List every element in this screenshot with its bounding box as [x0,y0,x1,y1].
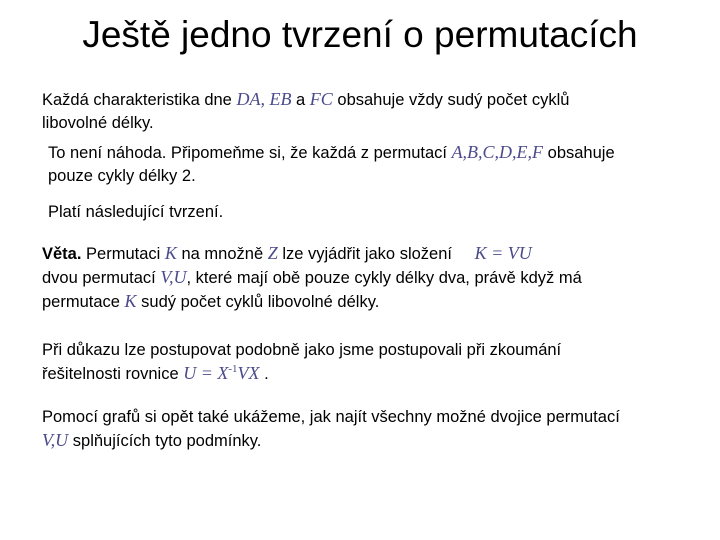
math-expression: DA, EB [236,89,292,109]
text: , které mají obě pouze cykly délky dva, právě když má [186,269,582,287]
math-expression: A,B,C,D,E,F [451,142,544,162]
paragraph-line [48,141,615,165]
text: dvou permutací [42,269,161,287]
superscript: -1 [228,363,238,375]
math-expression: K [164,243,177,263]
math-expression: FC [309,89,333,109]
paragraph-line [42,88,569,112]
text: permutace [42,293,125,311]
math-part: VX [237,363,260,383]
paragraph-line [42,290,582,314]
text: obsahuje vždy sudý počet cyklů [332,91,570,109]
paragraph-line [42,362,561,386]
text: a [291,91,310,109]
paragraph-line [42,429,620,453]
text: sudý počet cyklů libovolné délky. [136,293,380,311]
paragraph-theorem [42,242,582,314]
math-expression: K [124,291,137,311]
paragraph-line [42,242,582,266]
math-expression: V,U [42,430,69,450]
slide-title: Ještě jedno tvrzení o permutacích [82,14,638,55]
paragraph-following-statement [48,201,223,224]
math-part: U = X [183,363,229,383]
text: splňujících tyto podmínky. [68,432,262,450]
text: řešitelnosti rovnice [42,365,184,383]
paragraph-line: Při důkazu lze postupovat podobně jako jsme postupovali při zkoumání [42,341,562,359]
text: obsahuje [543,144,615,162]
math-expression: K = VU [474,243,532,263]
math-expression [183,363,259,383]
text: Každá charakteristika dne [42,91,237,109]
theorem-label: Věta. [42,245,82,263]
text: . [259,365,269,383]
math-expression: Z [267,243,278,263]
text: To není náhoda. Připomeňme si, že každá z permutací [48,144,452,162]
paragraph-line: pouze cykly délky 2. [48,167,196,185]
paragraph-graphs [42,406,620,453]
paragraph-line: Pomocí grafů si opět také ukážeme, jak najít všechny možné dvojice permutací [42,408,620,426]
text: Permutaci [81,245,165,263]
paragraph-not-coincidence [48,141,615,188]
paragraph-line: libovolné délky. [42,114,154,132]
paragraph-day-characteristics [42,88,569,135]
paragraph-proof-approach [42,339,561,386]
paragraph-line: Platí následující tvrzení. [48,203,224,221]
paragraph-line [42,266,582,290]
text: na množně [176,245,268,263]
text: lze vyjádřit jako složení [277,245,457,263]
math-expression: V,U [160,267,187,287]
